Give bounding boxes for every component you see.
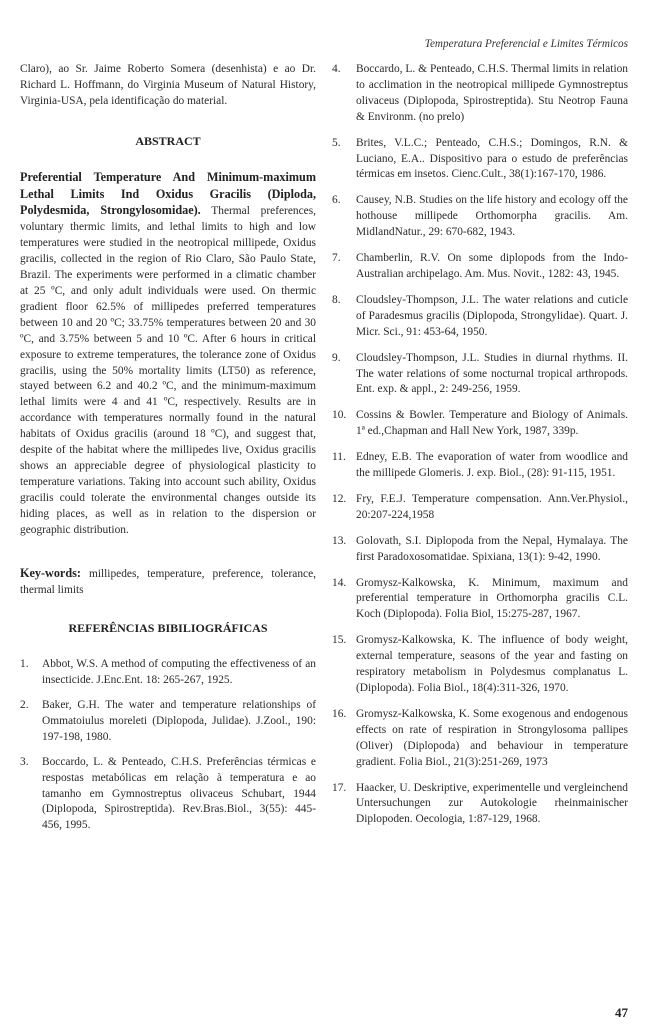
keywords-label: Key-words: xyxy=(20,566,81,581)
reference-text: Boccardo, L. & Penteado, C.H.S. Preferências térmicas e respostas metabólicas em relação à temperatura e ao tamanho em Gymnostreptus olivaceus Schubart, 1944 (Diplopoda, Spirostreptida). Rev.Bras.Biol., 3(55): 445-456, 1995. xyxy=(42,755,316,832)
reference-item xyxy=(332,633,628,697)
abstract-body: Thermal preferences, voluntary thermic limits, and lethal limits to high and low temperatures were studied in the neotropical millipede, Oxidus gracilis, collected in the region of Rio Claro, São Paulo State, Brazil. The experiments were performed in a climatic chamber at 25 ºC, and only adult individuals were used. On thermic gradient floor 62.5% of millipedes preferred temperatures between 10 and 20 ºC; 33.75% temperatures between 20 and 30 ºC, and 3.75% between 5 and 10 ºC. After 6 hours in critical exposure to extreme temperatures, the tolerance zone of Oxidus gracilis, using the 50% mortality limits (LT50) as reference, stayed between 6.2 and 40.2 ºC, and the minimum-maximum lethal limits were 4 and 41 ºC, respectively. Results are in accordance with temperatures normally found in the natural habitats of Oxidus gracilis (around 18 ºC), and suggest that, despite of the habitat where the millipedes live, Oxidus gracilis shows an appreciable degree of physiological plasticity to temperature variations. Taking into account such ability, Oxidus gracilis could tolerate the environmental changes outside its hiding places, as well as in relation to the dispersion or geographic distribution. xyxy=(20,205,316,536)
reference-text: Chamberlin, R.V. On some diplopods from the Indo-Australian archipelago. Am. Mus. Novit., 1282: 43, 1945. xyxy=(356,252,628,280)
reference-text: Baker, G.H. The water and temperature relationships of Ommatoiulus moreleti (Diplopoda, Julidae). J.Zool., 190: 197-198, 1980. xyxy=(42,699,316,743)
reference-item xyxy=(332,251,628,283)
left-column xyxy=(20,62,316,843)
reference-number: 3. xyxy=(20,755,29,768)
reference-number: 4. xyxy=(332,63,341,75)
reference-number: 2. xyxy=(20,699,29,711)
reference-number: 16. xyxy=(332,707,347,720)
references-heading: REFERÊNCIAS BIBILIOGRÁFICAS xyxy=(68,621,268,636)
reference-number: 17. xyxy=(332,781,347,794)
reference-item xyxy=(332,351,628,399)
reference-number: 9. xyxy=(332,351,341,364)
abstract-paragraph xyxy=(20,170,316,539)
reference-text: Gromysz-Kalkowska, K. Some exogenous and endogenous effects on rate of respiration in Strongylosoma pallipes (Oliver) (Diplopoda) and behaviour in temperature gradient. Folia Biol., 21(3):251-269, 1973 xyxy=(356,707,628,768)
page-number: 47 xyxy=(615,1005,628,1020)
reference-item xyxy=(332,136,628,184)
reference-item xyxy=(20,755,316,835)
references-list-right xyxy=(332,62,628,828)
abstract-title: Preferential Temperature And Minimum-maximum Lethal Limits Ind Oxidus Gracilis (Diploda, Polydesmida, Strongylosomidae). xyxy=(20,169,316,218)
reference-item xyxy=(20,698,316,746)
reference-text: Causey, N.B. Studies on the life history and ecology off the hothouse millipede Orthomorpha gracilis. Am. MidlandNatur., 29: 670-682, 1943. xyxy=(356,194,628,239)
reference-item xyxy=(332,781,628,829)
intro-continuation: Claro), ao Sr. Jaime Roberto Somera (desenhista) e ao Dr. Richard L. Hoffmann, do Virginia Museum of Natural History, Virginia-USA, pela identificação do material. xyxy=(20,63,316,107)
reference-item xyxy=(332,293,628,341)
reference-text: Cloudsley-Thompson, J.L. The water relations and cuticle of Paradesmus gracilis (Diplopoda, Strongylidae). Quart. J. Micr. Sci., 91: 453-64, 1950. xyxy=(356,293,628,338)
keywords xyxy=(20,566,316,599)
reference-text: Cloudsley-Thompson, J.L. Studies in diurnal rhythms. II. The water relations of some nocturnal tropical arthropods. Ent. exp. & appl., 2: 249-256, 1959. xyxy=(356,351,628,396)
reference-item xyxy=(332,408,628,440)
reference-item xyxy=(332,534,628,566)
references-list-left xyxy=(20,657,316,834)
running-head: Temperatura Preferencial e Limites Térmicos xyxy=(424,38,628,50)
right-column xyxy=(332,62,628,838)
reference-item xyxy=(332,450,628,482)
reference-number: 15. xyxy=(332,634,347,647)
reference-number: 12. xyxy=(332,492,347,505)
reference-number: 11. xyxy=(332,451,346,464)
reference-text: Edney, E.B. The evaporation of water from woodlice and the millipede Glomeris. J. exp. Biol., (28): 91-115, 1951. xyxy=(356,451,628,480)
reference-text: Brites, V.L.C.; Penteado, C.H.S.; Domingos, R.N. & Luciano, E.A.. Dispositivo para o estudo de preferências térmicas em insetos. Cienc.Cult., 38(1):167-170, 1986. xyxy=(356,136,628,181)
abstract-heading: ABSTRACT xyxy=(135,133,201,148)
reference-text: Gromysz-Kalkowska, K. The influence of body weight, external temperature, seasons of the year and fasting on respiratory metabolism in Polydesmus complanatus L. (Diplopoda). Folia Biol., 18(4):311-326, 1970. xyxy=(356,634,628,694)
reference-text: Gromysz-Kalkowska, K. Minimum, maximum and preferential temperature in Orthomorpha gracilis C.L. Koch (Diplopoda). Folia Biol, 15:275-287, 1967. xyxy=(356,576,628,621)
reference-number: 1. xyxy=(20,658,29,671)
reference-item xyxy=(332,492,628,524)
keywords-text: millipedes, temperature, preference, tolerance, thermal limits xyxy=(20,568,316,597)
reference-item xyxy=(332,193,628,241)
reference-number: 7. xyxy=(332,252,341,265)
reference-text: Cossins & Bowler. Temperature and Biology of Animals. 1ª ed.,Chapman and Hall New York, 1987, 339p. xyxy=(356,409,628,438)
reference-number: 6. xyxy=(332,194,341,207)
reference-item xyxy=(20,657,316,689)
reference-item xyxy=(332,576,628,624)
reference-number: 13. xyxy=(332,534,347,547)
reference-text: Fry, F.E.J. Temperature compensation. Ann.Ver.Physiol., 20:207-224,1958 xyxy=(356,492,628,521)
reference-item xyxy=(332,707,628,771)
reference-text: Haacker, U. Deskriptive, experimentelle und vergleinchend Untersuchungen zur Autokologie rheinmainischer Diplopoden. Oecologia, 1:87-129, 1968. xyxy=(356,781,628,826)
reference-number: 8. xyxy=(332,293,341,306)
reference-number: 5. xyxy=(332,136,341,149)
reference-text: Boccardo, L. & Penteado, C.H.S. Thermal limits in relation to acclimation in the neotropical millipede Gymnostreptus olivaceus (Diplopoda, Spirostreptida). Stu Neotrop Fauna & Environm. (no prelo) xyxy=(356,63,628,123)
reference-number: 14. xyxy=(332,576,347,589)
reference-number: 10. xyxy=(332,409,347,422)
reference-text: Golovath, S.I. Diplopoda from the Nepal, Hymalaya. The first Paradoxosomatidae. Spixiana, 13(1): 9-42, 1990. xyxy=(356,534,628,563)
reference-item xyxy=(332,62,628,126)
reference-text: Abbot, W.S. A method of computing the effectiveness of an insecticide. J.Enc.Ent. 18: 265-267, 1925. xyxy=(42,658,316,687)
